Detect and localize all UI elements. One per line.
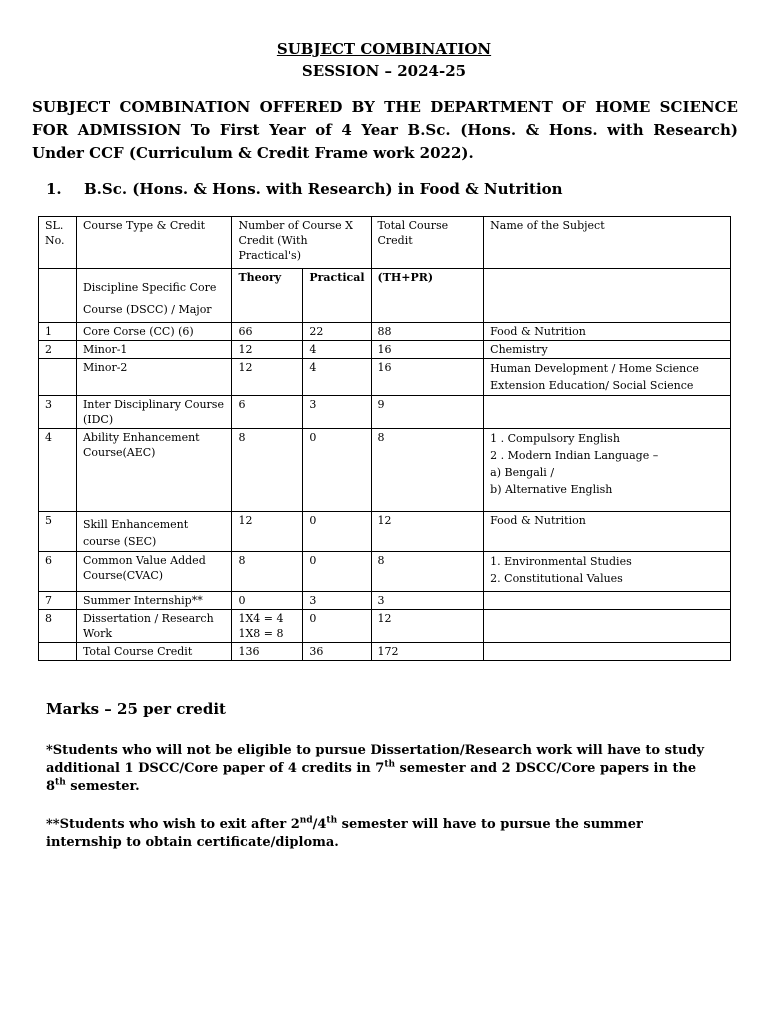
section-heading xyxy=(46,180,563,198)
header-subject: Name of the Subject xyxy=(484,217,731,269)
intro-paragraph xyxy=(32,96,738,165)
subheader-practical: Practical xyxy=(303,269,371,323)
subheader-thpr: (TH+PR) xyxy=(371,269,484,323)
header-course-type: Course Type & Credit xyxy=(76,217,232,269)
table-row: 1 Core Corse (CC) (6) 66 22 88 Food & Nutrition xyxy=(39,323,731,341)
header-sl: SL. No. xyxy=(39,217,77,269)
section-number: 1. xyxy=(46,180,62,198)
table-total-row: Total Course Credit 136 36 172 xyxy=(39,643,731,661)
subject-combination-table xyxy=(38,216,731,661)
table-subheader-row xyxy=(39,269,731,323)
table-row: Minor-2 12 4 16 Human Development / Home Science Extension Education/ Social Science xyxy=(39,359,731,396)
table-row: 7 Summer Internship** 0 3 3 xyxy=(39,592,731,610)
intro-part1: SUBJECT COMBINATION OFFERED BY THE DEPARTMENT OF HOME SCIENCE FOR ADMISSION xyxy=(32,98,738,139)
table-row: 6 Common Value Added Course(CVAC) 8 0 8 1. Environmental Studies 2. Constitutional Values xyxy=(39,552,731,592)
marks-heading: Marks – 25 per credit xyxy=(46,700,226,718)
table-row: 5 Skill Enhancement course (SEC) 12 0 12 Food & Nutrition xyxy=(39,512,731,552)
subheader-dscc: Discipline Specific Core Course (DSCC) / Major xyxy=(76,269,232,323)
subheader-theory: Theory xyxy=(232,269,303,323)
document-title: SUBJECT COMBINATION xyxy=(276,40,492,58)
table-row: 8 Dissertation / Research Work 1X4 = 4 1X8 = 8 0 12 xyxy=(39,610,731,643)
header-total: Total Course Credit xyxy=(371,217,484,269)
table-row: 2 Minor-1 12 4 16 Chemistry xyxy=(39,341,731,359)
table-header-row xyxy=(39,217,731,269)
section-title: B.Sc. (Hons. & Hons. with Research) in Food & Nutrition xyxy=(84,180,563,198)
table-row: 3 Inter Disciplinary Course (IDC) 6 3 9 xyxy=(39,396,731,429)
session-label: SESSION – 2024-25 xyxy=(301,62,467,80)
intro-part2: To First Year of 4 Year B.Sc. (Hons. & Hons. with Research) Under CCF (Curriculum & Credit Frame work 2022). xyxy=(32,121,738,162)
note-dissertation: *Students who will not be eligible to pursue Dissertation/Research work will have to study additional 1 DSCC/Core paper of 4 credits in 7th semester and 2 DSCC/Core papers in the 8th semester. xyxy=(46,743,705,794)
note-exit: **Students who wish to exit after 2nd/4th semester will have to pursue the summer internship to obtain certificate/diploma. xyxy=(46,815,643,850)
header-number-of-course: Number of Course X Credit (With Practical's) xyxy=(232,217,371,269)
table-row: 4 Ability Enhancement Course(AEC) 8 0 8 1 . Compulsory English 2 . Modern Indian Language – a) Bengali / b) Alternative English xyxy=(39,429,731,512)
